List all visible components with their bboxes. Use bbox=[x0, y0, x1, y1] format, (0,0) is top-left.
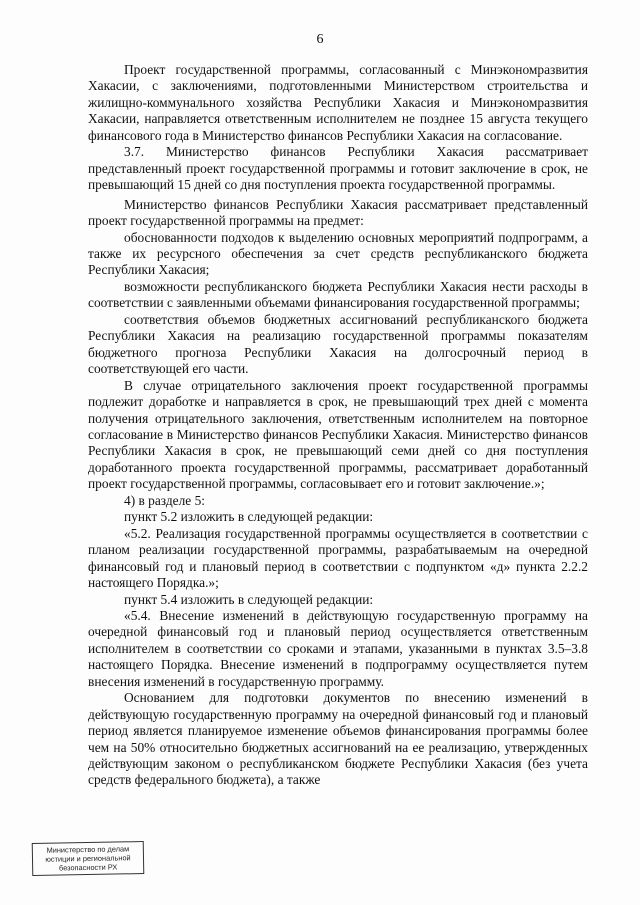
paragraph: пункт 5.2 изложить в следующей редакции: bbox=[124, 509, 374, 525]
paragraph: соответствия объемов бюджетных ассигнований республиканского бюджета Республики Хакасия на реализацию государственной программы показателям бюджетного прогноза Республики Хакасия на долгосрочный период в соответствующей его части. bbox=[88, 311, 588, 377]
paragraph: Основанием для подготовки документов по внесению изменений в действующую государственную программу на очередной финансовый год и плановый период является планируемое изменение объемов финансирования программы более чем на 50% относительно бюджетных ассигнований на ее реализацию, утвержденных действующим законом о республиканском бюджете Республики Хакасия (без учета средств федерального бюджета), а также bbox=[88, 690, 588, 788]
paragraph: пункт 5.4 изложить в следующей редакции: bbox=[124, 591, 374, 607]
stamp-line: безопасности РХ bbox=[58, 862, 118, 873]
registration-stamp bbox=[32, 841, 145, 876]
paragraph: В случае отрицательного заключения проект государственной программы подлежит доработке и направляется в срок, не превышающий трех дней с момента получения отрицательного заключения, ответственным исполнителем на повторное согласование в Министерство финансов Республики Хакасия. Министерство финансов Республики Хакасия в срок, не превышающий семи дней со дня поступления доработанного проекта государственной программы, рассматривает доработанный проект государственной программы, согласовывает его и готовит заключение.»; bbox=[88, 377, 588, 492]
paragraph: 3.7. Министерство финансов Республики Хакасия рассматривает представленный проект государственной программы и готовит заключение в срок, не превышающий 15 дней со дня поступления проекта государственной программы. bbox=[88, 144, 588, 193]
paragraph: «5.4. Внесение изменений в действующую государственную программу на очередной финансовый год и плановый период осуществляется ответственным исполнителем в соответствии со сроками и этапами, указанными в пунктах 3.5–3.8 настоящего Порядка. Внесение изменений в подпрограмму осуществляется путем внесения изменений в государственную программу. bbox=[88, 607, 588, 689]
page-number: 6 bbox=[316, 32, 324, 47]
stamp-line: юстиции и региональной bbox=[45, 853, 131, 864]
document-body bbox=[88, 62, 588, 789]
paragraph: обоснованности подходов к выделению основных мероприятий подпрограмм, а также их ресурсного обеспечения за счет средств республиканского бюджета Республики Хакасия; bbox=[88, 229, 588, 278]
paragraph: Министерство финансов Республики Хакасия рассматривает представленный проект государственной программы на предмет: bbox=[88, 196, 588, 229]
stamp-line: Министерство по делам bbox=[46, 844, 130, 855]
paragraph: Проект государственной программы, согласованный с Минэкономразвития Хакасии, с заключениями, подготовленными Министерством строительства и жилищно-коммунального хозяйства Республики Хакасия и Минэкономразвития Хакасии, направляется ответственным исполнителем не позднее 15 августа текущего финансового года в Министерство финансов Республики Хакасия на согласование. bbox=[88, 62, 588, 143]
paragraph: «5.2. Реализация государственной программы осуществляется в соответствии с планом реализации государственной программы, разрабатываемым на очередной финансовый год и плановый период в соответствии с подпунктом «д» пункта 2.2.2 настоящего Порядка.»; bbox=[88, 525, 588, 591]
paragraph: возможности республиканского бюджета Республики Хакасия нести расходы в соответствии с заявленными объемами финансирования государственной программы; bbox=[88, 278, 588, 311]
paragraph: 4) в разделе 5: bbox=[124, 492, 206, 508]
